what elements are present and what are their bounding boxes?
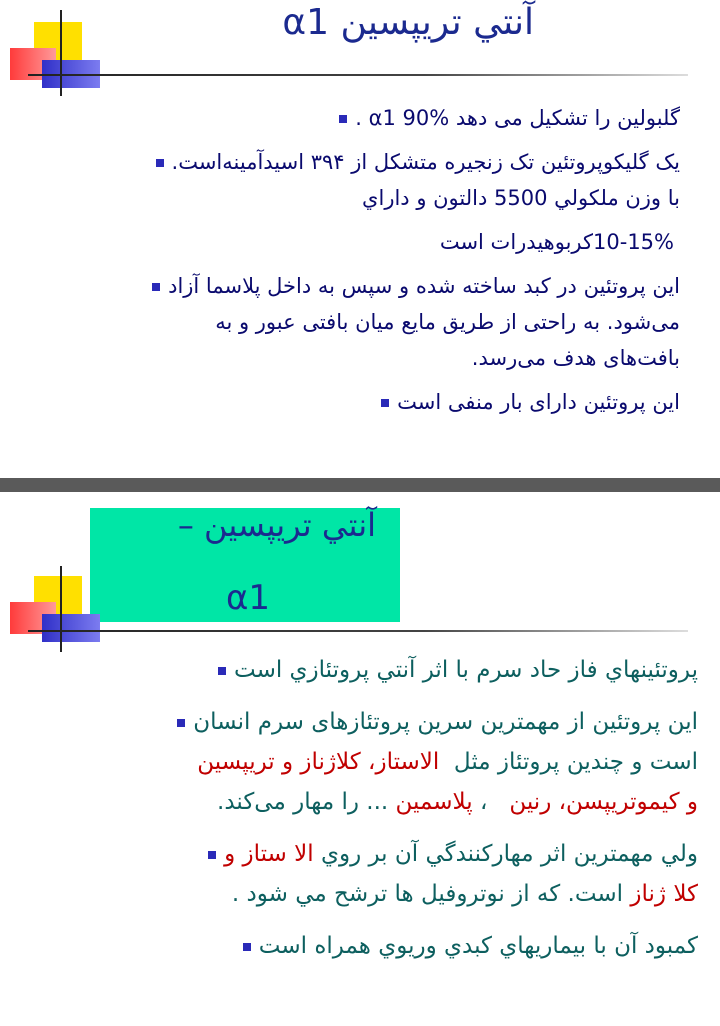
list-item: این پروتئین در کبد ساخته شده و سپس به داخل پلاسما آزاد: [40, 268, 680, 304]
list-item-continued: است و چندین پروتئاز مثل الاستاز، کلاژناز و تریپسین: [197, 749, 698, 775]
bullet-marker-icon: [152, 283, 160, 291]
bullet-marker-icon: [381, 399, 389, 407]
slide-1: [0, 0, 720, 478]
bullet-marker-icon: [177, 719, 185, 727]
slide-2: [0, 492, 720, 1026]
list-item: ولي مهمترين اثر مهارکنندگي آن بر روي الا ستاز و: [18, 834, 698, 874]
list-item: این پروتئین دارای بار منفی است: [40, 384, 680, 420]
list-item: یک گلیکوپروتئین تک زنجیره متشکل از ۳۹۴ اسیدآمینه‌است.: [40, 144, 680, 180]
list-item-continued: بافت‌های هدف می‌رسد.: [471, 346, 680, 370]
slide-title: آنتي تريپسين α1: [282, 2, 534, 43]
list-item: کمبود آن با بيماريهاي کبدي وريوي همراه است: [18, 926, 698, 966]
slide-title-line-2: α1: [226, 578, 271, 618]
bullet-marker-icon: [339, 115, 347, 123]
list-item: این پروتئین از مهمترین سرین پروتئازهای سرم انسان: [18, 702, 698, 742]
bullet-marker-icon: [208, 851, 216, 859]
slide-title-line-1: آنتي تريپسين –: [177, 506, 376, 544]
list-item-continued: کلا ژناز است. که از نوتروفيل ها ترشح مي شود .: [231, 881, 698, 907]
bullet-marker-icon: [156, 159, 164, 167]
list-item: پروتئينهاي فاز حاد سرم با اثر آنتي پروتئازي است: [18, 650, 698, 690]
bullet-marker-icon: [243, 943, 251, 951]
list-item-continued: می‌شود. به راحتی از طریق مایع میان بافتی عبور و به: [215, 310, 680, 334]
list-item-continued: و کیموتریپسن، رنین ، پلاسمین ... را مهار می‌کند.: [217, 789, 698, 815]
list-item-continued: 10-15%کربوهیدرات است: [439, 230, 674, 254]
list-item: گلبولین را تشکیل می دهد α1 90% .: [40, 100, 680, 136]
bullet-list: [40, 100, 680, 420]
bullet-list: [18, 650, 698, 966]
bullet-marker-icon: [218, 667, 226, 675]
slide-separator: [0, 478, 720, 492]
list-item-continued: با وزن ملکولي 5500 دالتون و داراي: [362, 186, 680, 210]
